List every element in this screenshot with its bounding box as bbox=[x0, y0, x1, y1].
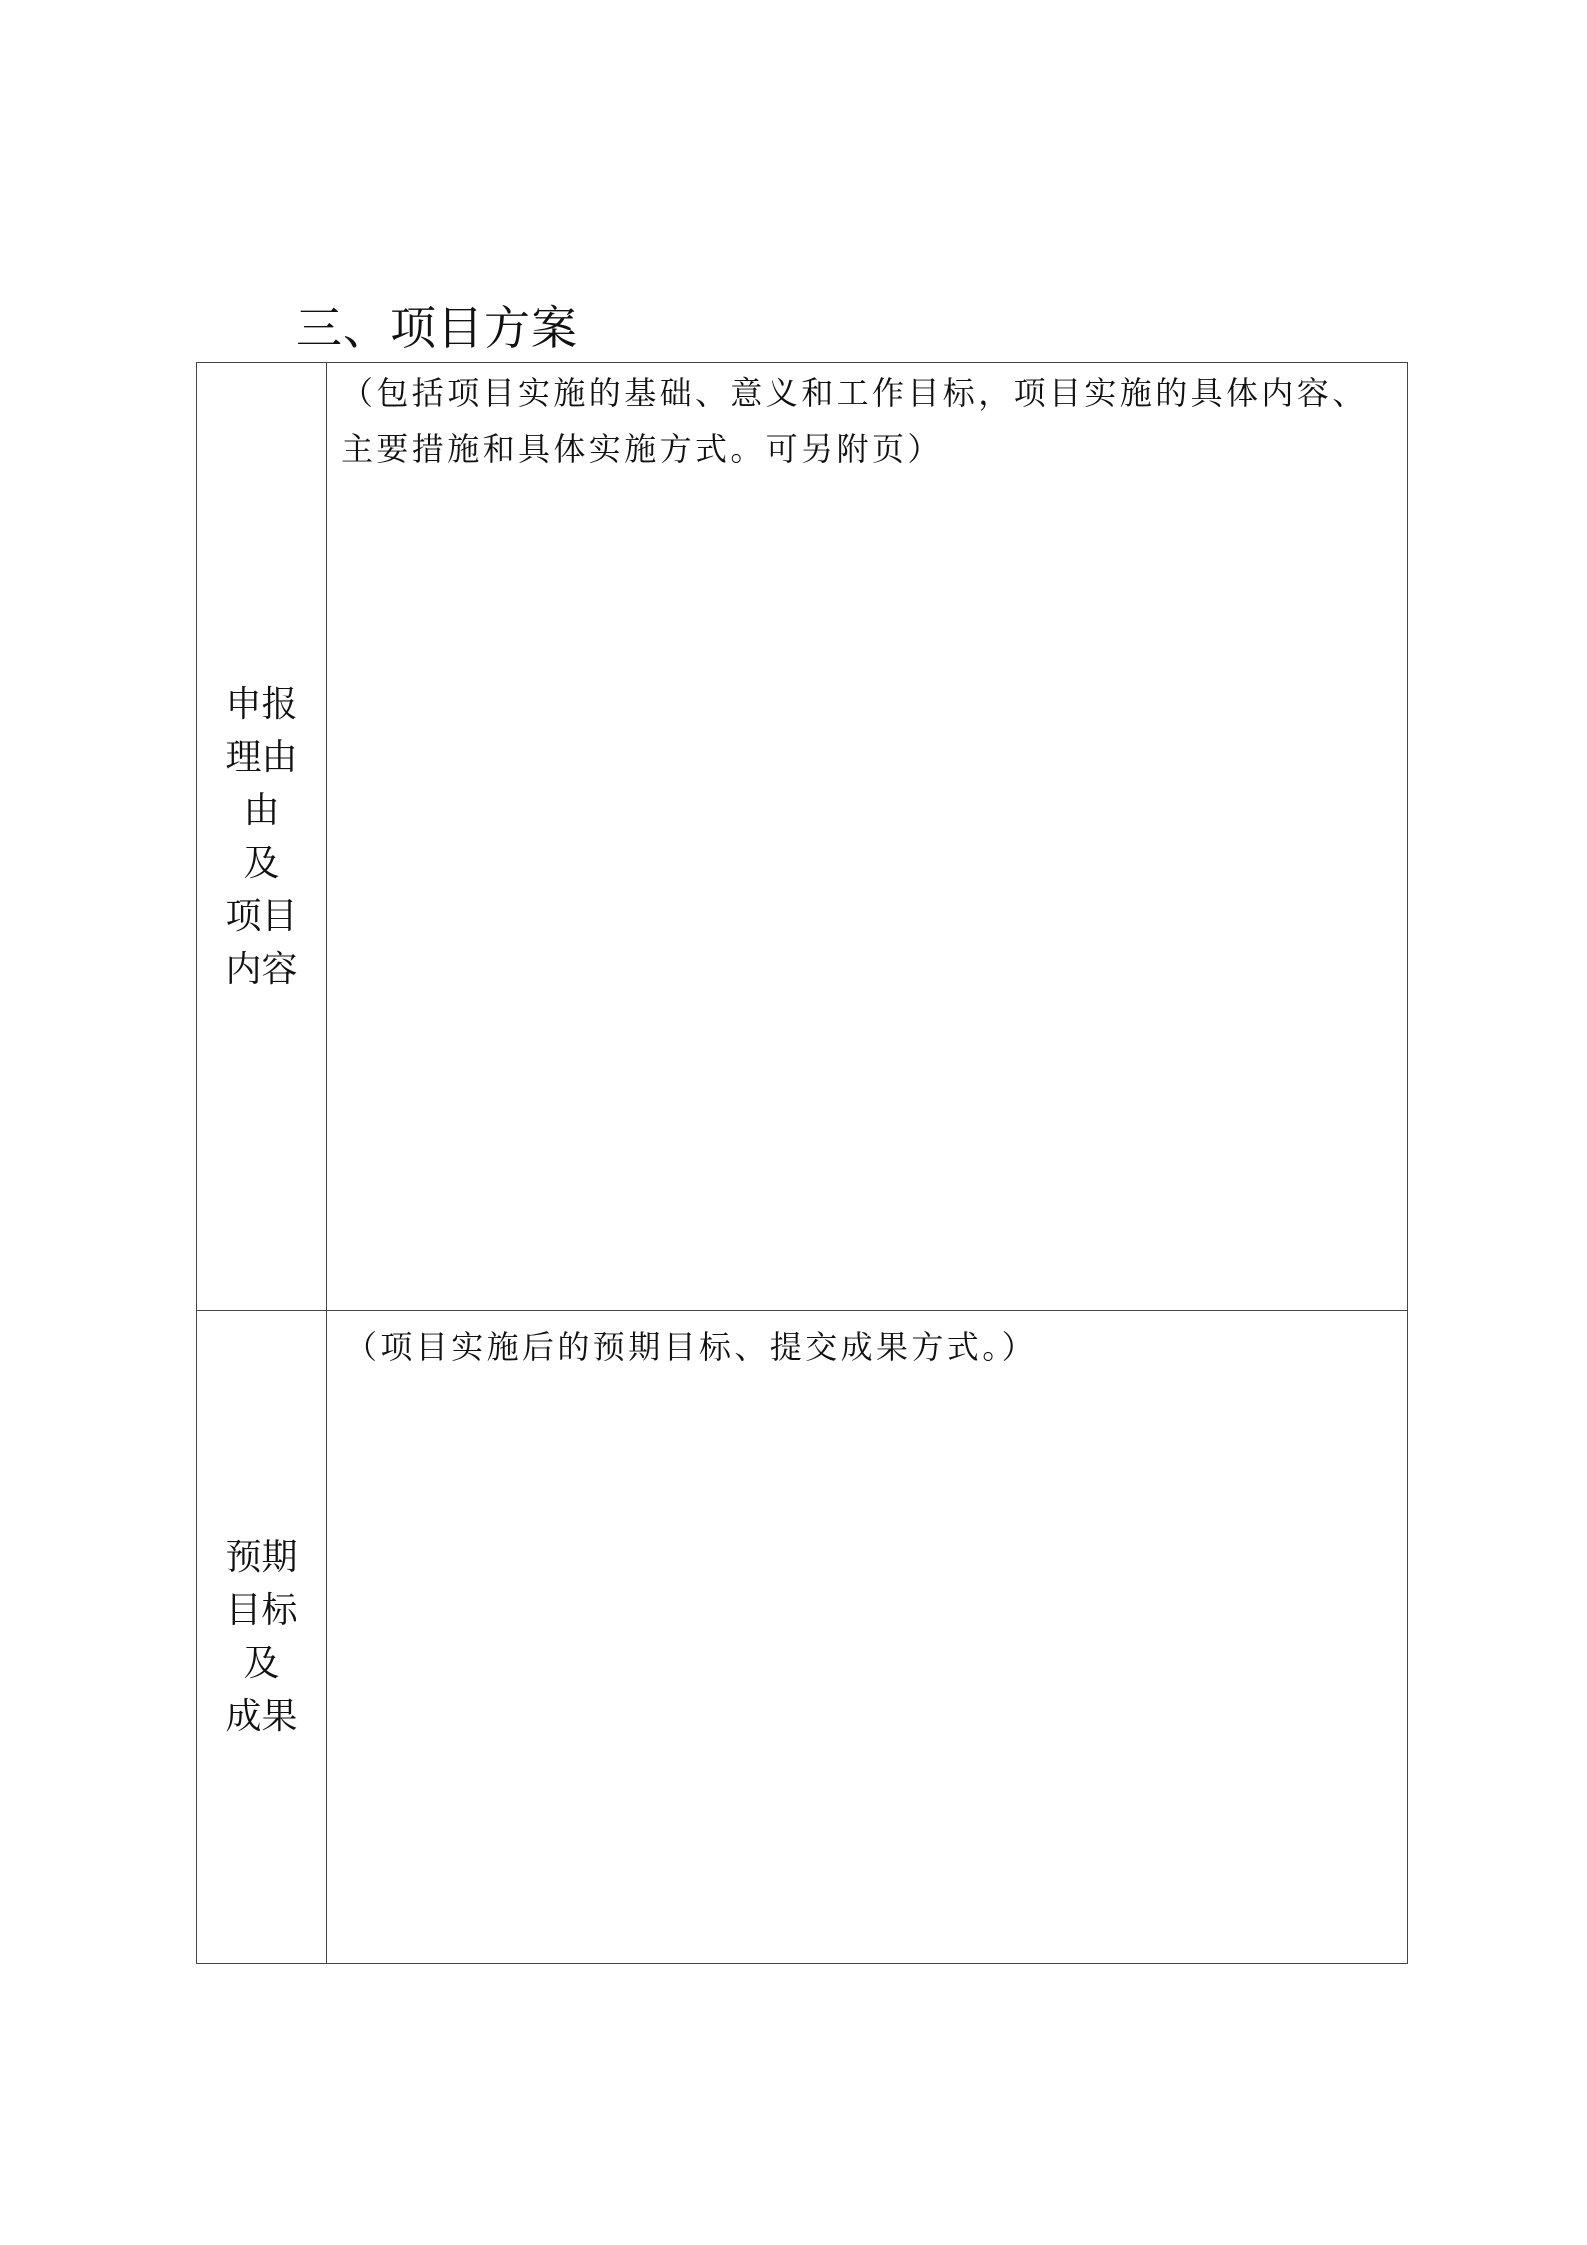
table-row-expected-goals bbox=[197, 1310, 1407, 1963]
content-field-expected-goals[interactable] bbox=[327, 1311, 1407, 1963]
section-heading: 三、项目方案 bbox=[296, 301, 578, 355]
label-line: 申报 bbox=[225, 683, 298, 725]
row-label-application-reason bbox=[222, 678, 302, 996]
label-cell-application-reason bbox=[197, 363, 327, 1310]
label-line: 内容 bbox=[225, 948, 298, 990]
label-line: 成果 bbox=[225, 1696, 298, 1737]
hint-line: 主要措施和具体实施方式。可另附页） bbox=[341, 430, 943, 468]
content-field-application-reason[interactable] bbox=[327, 363, 1407, 1310]
row-label-expected-goals bbox=[222, 1531, 302, 1743]
hint-text-application-reason bbox=[341, 365, 1401, 477]
label-line: 项目 bbox=[225, 895, 298, 937]
label-line: 及 bbox=[243, 1643, 280, 1684]
label-line: 理由由 bbox=[225, 736, 298, 831]
label-line: 预期 bbox=[225, 1537, 298, 1578]
label-line: 目标 bbox=[225, 1590, 298, 1631]
hint-line: （项目实施后的预期目标、提交成果方式。） bbox=[345, 1328, 1038, 1366]
hint-line: （包括项目实施的基础、意义和工作目标，项目实施的具体内容、 bbox=[341, 374, 1368, 412]
hint-text-expected-goals bbox=[345, 1319, 1405, 1375]
project-plan-table bbox=[196, 362, 1408, 1964]
label-cell-expected-goals bbox=[197, 1311, 327, 1963]
label-line: 及 bbox=[243, 842, 280, 884]
table-row-application-reason bbox=[197, 363, 1407, 1310]
